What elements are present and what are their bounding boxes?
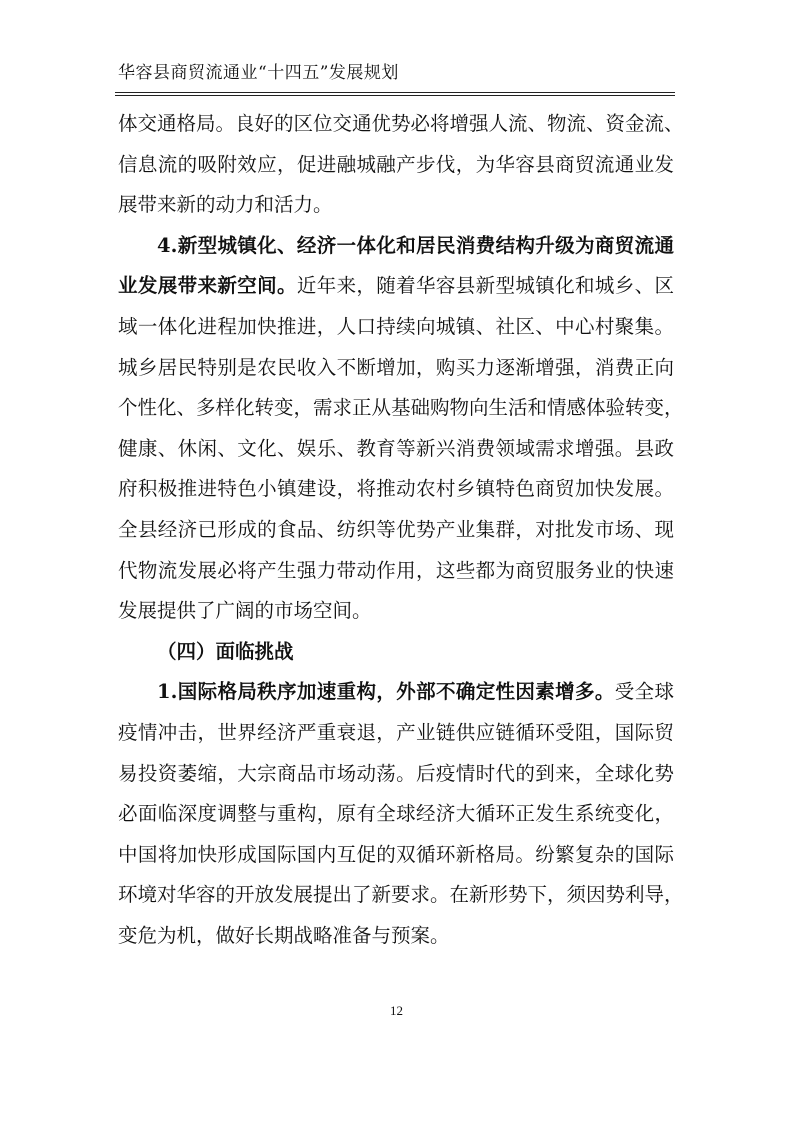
paragraph-line [118, 226, 674, 267]
paragraph-line [118, 794, 674, 835]
paragraph-line [118, 875, 684, 916]
paragraph-line [118, 185, 674, 226]
line-heading: 1.国际格局秩序加速重构，外部不确定性因素增多。 [157, 680, 615, 704]
paragraph-line [118, 916, 674, 957]
paragraph-line [118, 388, 684, 429]
line-text: 近年来，随着华容县新型城镇化和城乡、区 [296, 274, 674, 298]
line-text: 域一体化进程加快推进，人口持续向城镇、社区、中心村聚集。 [118, 314, 674, 338]
paragraph-line [118, 551, 674, 592]
paragraph-line [118, 469, 674, 510]
paragraph-line [118, 145, 674, 186]
line-text: 变危为机，做好长期战略准备与预案。 [118, 923, 450, 947]
paragraph-line [118, 266, 674, 307]
paragraph-line [118, 754, 674, 795]
line-text: 代物流发展必将产生强力带动作用，这些都为商贸服务业的快速 [118, 558, 674, 582]
line-text: 个性化、多样化转变，需求正从基础购物向生活和情感体验转变， [118, 396, 684, 420]
paragraph-line [118, 429, 674, 470]
line-heading: 4.新型城镇化、经济一体化和居民消费结构升级为商贸流通 [157, 233, 674, 257]
header-rule-bottom [115, 95, 675, 96]
line-text: 发展提供了广阔的市场空间。 [118, 599, 372, 623]
paragraph-line [118, 713, 674, 754]
section-title: （四）面临挑战 [157, 639, 294, 663]
paragraph-line [118, 672, 674, 713]
line-text: 健康、休闲、文化、娱乐、教育等新兴消费领域需求增强。县政 [118, 436, 674, 460]
line-text: 府积极推进特色小镇建设，将推动农村乡镇特色商贸加快发展。 [118, 477, 674, 501]
section-heading [118, 632, 674, 673]
page-number: 12 [390, 1003, 403, 1018]
line-text: 城乡居民特别是农民收入不断增加，购买力逐渐增强，消费正向 [118, 355, 674, 379]
paragraph-line [118, 348, 674, 389]
line-text: 疫情冲击，世界经济严重衰退，产业链供应链循环受阻，国际贸 [118, 720, 674, 744]
line-text: 易投资萎缩，大宗商品市场动荡。后疫情时代的到来，全球化势 [118, 761, 674, 785]
running-header: 华容县商贸流通业“十四五”发展规划 [118, 63, 399, 83]
paragraph-line [118, 510, 674, 551]
header-rule-top [115, 92, 675, 93]
body-text [118, 104, 684, 956]
line-text: 中国将加快形成国际国内互促的双循环新格局。纷繁复杂的国际 [118, 842, 674, 866]
line-text: 受全球 [614, 680, 674, 704]
line-text: 全县经济已形成的食品、纺织等优势产业集群，对批发市场、现 [118, 517, 674, 541]
line-text: 信息流的吸附效应，促进融城融产步伐，为华容县商贸流通业发 [118, 152, 674, 176]
paragraph-line [118, 591, 674, 632]
line-text: 环境对华容的开放发展提出了新要求。在新形势下，须因势利导， [118, 883, 684, 907]
paragraph-line [118, 104, 684, 145]
paragraph-line [118, 307, 674, 348]
line-text: 必面临深度调整与重构，原有全球经济大循环正发生系统变化， [118, 802, 674, 826]
paragraph-line [118, 835, 674, 876]
line-heading: 业发展带来新空间。 [118, 274, 297, 298]
line-text: 展带来新的动力和活力。 [118, 193, 333, 217]
line-text: 体交通格局。良好的区位交通优势必将增强人流、物流、资金流、 [118, 112, 684, 135]
